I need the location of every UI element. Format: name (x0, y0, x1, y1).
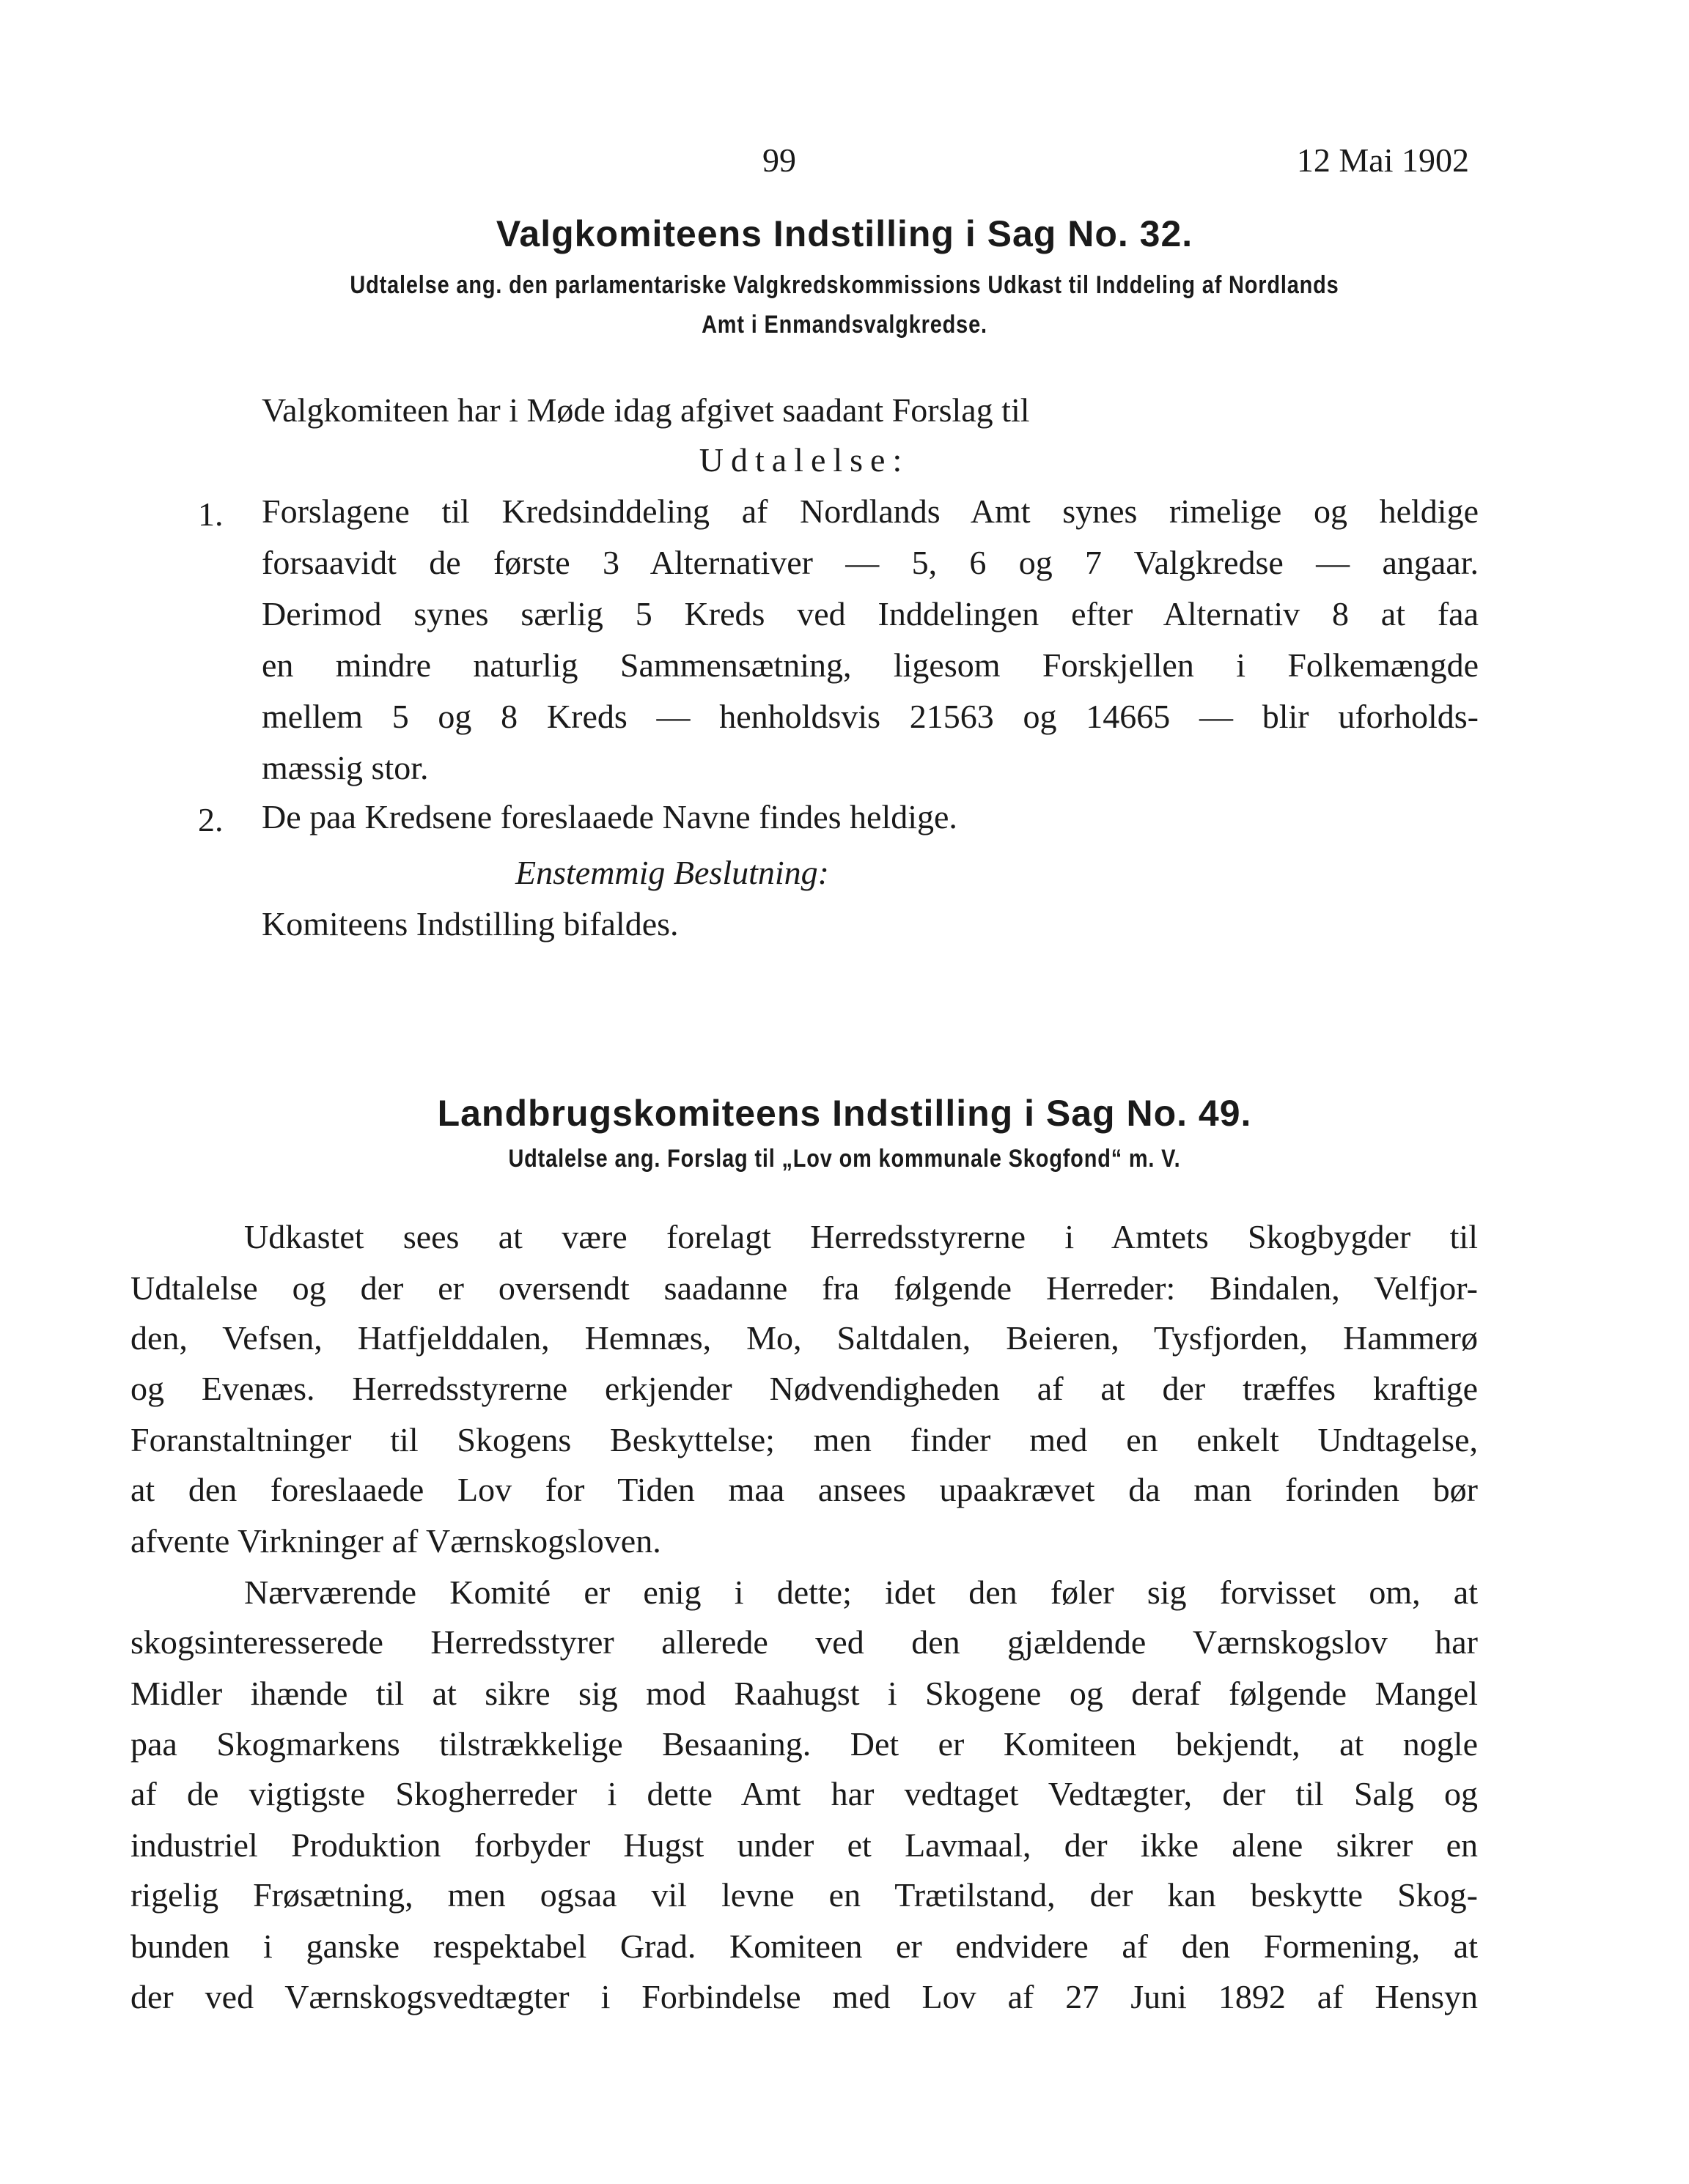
statement-label: Udtalelse: (699, 441, 910, 479)
list-number-1: 1. (198, 495, 224, 533)
item1-line-2: forsaavidt de første 3 Alternativer — 5, 6 og 7 Valgkredse — angaar. (262, 544, 1479, 581)
section1-subtitle-line-1: Udtalelse ang. den parlamentariske Valgkredskommissions Udkast til Inddeling af Nordlands (350, 271, 1339, 299)
para1-line-6: at den foreslaaede Lov for Tiden maa ansees upaakrævet da man forinden bør (130, 1471, 1478, 1508)
item1-line-6: mæssig stor. (262, 749, 429, 786)
section2-title: Landbrugskomiteens Indstilling i Sag No. 49. (437, 1093, 1252, 1134)
para1-line-2: Udtalelse og der er oversendt saadanne fra følgende Herreder: Bindalen, Velfjor- (130, 1269, 1478, 1307)
item1-line-4: en mindre naturlig Sammensætning, ligesom Forskjellen i Folkemængde (262, 646, 1479, 684)
para2-line-2: skogsinteresserede Herredsstyrer allerede ved den gjældende Værnskogslov har (130, 1623, 1478, 1661)
para2-line-4: paa Skogmarkens tilstrækkelige Besaaning. Det er Komiteen bekjendt, at nogle (130, 1725, 1478, 1763)
para2-line-3: Midler ihænde til at sikre sig mod Raahugst i Skogene og deraf følgende Mangel (130, 1675, 1478, 1712)
item1-line-1: Forslagene til Kredsinddeling af Nordlands Amt synes rimelige og heldige (262, 492, 1479, 530)
item1-line-3: Derimod synes særlig 5 Kreds ved Inddelingen efter Alternativ 8 at faa (262, 595, 1479, 632)
para1-line-4: og Evenæs. Herredsstyrerne erkjender Nødvendigheden af at der træffes kraftige (130, 1370, 1478, 1407)
para2-line-5: af de vigtigste Skogherreder i dette Amt har vedtaget Vedtægter, der til Salg og (130, 1775, 1478, 1812)
para2-line-9: der ved Værnskogsvedtægter i Forbindelse med Lov af 27 Juni 1892 af Hensyn (130, 1978, 1478, 2015)
para2-line-6: industriel Produktion forbyder Hugst under et Lavmaal, der ikke alene sikrer en (130, 1826, 1478, 1864)
section1-subtitle-line-2: Amt i Enmandsvalgkredse. (702, 311, 987, 339)
para2-line-7: rigelig Frøsætning, men ogsaa vil levne en Trætilstand, der kan beskytte Skog- (130, 1876, 1478, 1914)
para1-line-5: Foranstaltninger til Skogens Beskyttelse; men finder med en enkelt Undtagelse, (130, 1421, 1478, 1458)
page-date: 12 Mai 1902 (1296, 141, 1469, 179)
decision-label: Enstemmig Beslutning: (515, 854, 829, 891)
para1-line-3: den, Vefsen, Hatfjelddalen, Hemnæs, Mo, Saltdalen, Beieren, Tysfjorden, Hammerø (130, 1319, 1478, 1357)
section2-subtitle: Udtalelse ang. Forslag til „Lov om kommunale Skogfond“ m. V. (508, 1145, 1181, 1173)
list-number-2: 2. (198, 801, 224, 838)
page-number: 99 (762, 141, 796, 179)
para2-line-8: bunden i ganske respektabel Grad. Komiteen er endvidere af den Formening, at (130, 1927, 1478, 1965)
decision-text: Komiteens Indstilling bifaldes. (262, 905, 679, 942)
section1-intro: Valgkomiteen har i Møde idag afgivet saadant Forslag til (262, 391, 1030, 429)
item1-line-5: mellem 5 og 8 Kreds — henholdsvis 21563 og 14665 — blir uforholds- (262, 698, 1479, 735)
para2-line-1: Nærværende Komité er enig i dette; idet den føler sig forvisset om, at (244, 1574, 1478, 1611)
para1-line-7: afvente Virkninger af Værnskogsloven. (130, 1522, 661, 1560)
section1-title: Valgkomiteens Indstilling i Sag No. 32. (496, 213, 1193, 254)
item2-line-1: De paa Kredsene foreslaaede Navne findes heldige. (262, 798, 957, 835)
para1-line-1: Udkastet sees at være forelagt Herredsstyrerne i Amtets Skogbygder til (244, 1218, 1478, 1255)
